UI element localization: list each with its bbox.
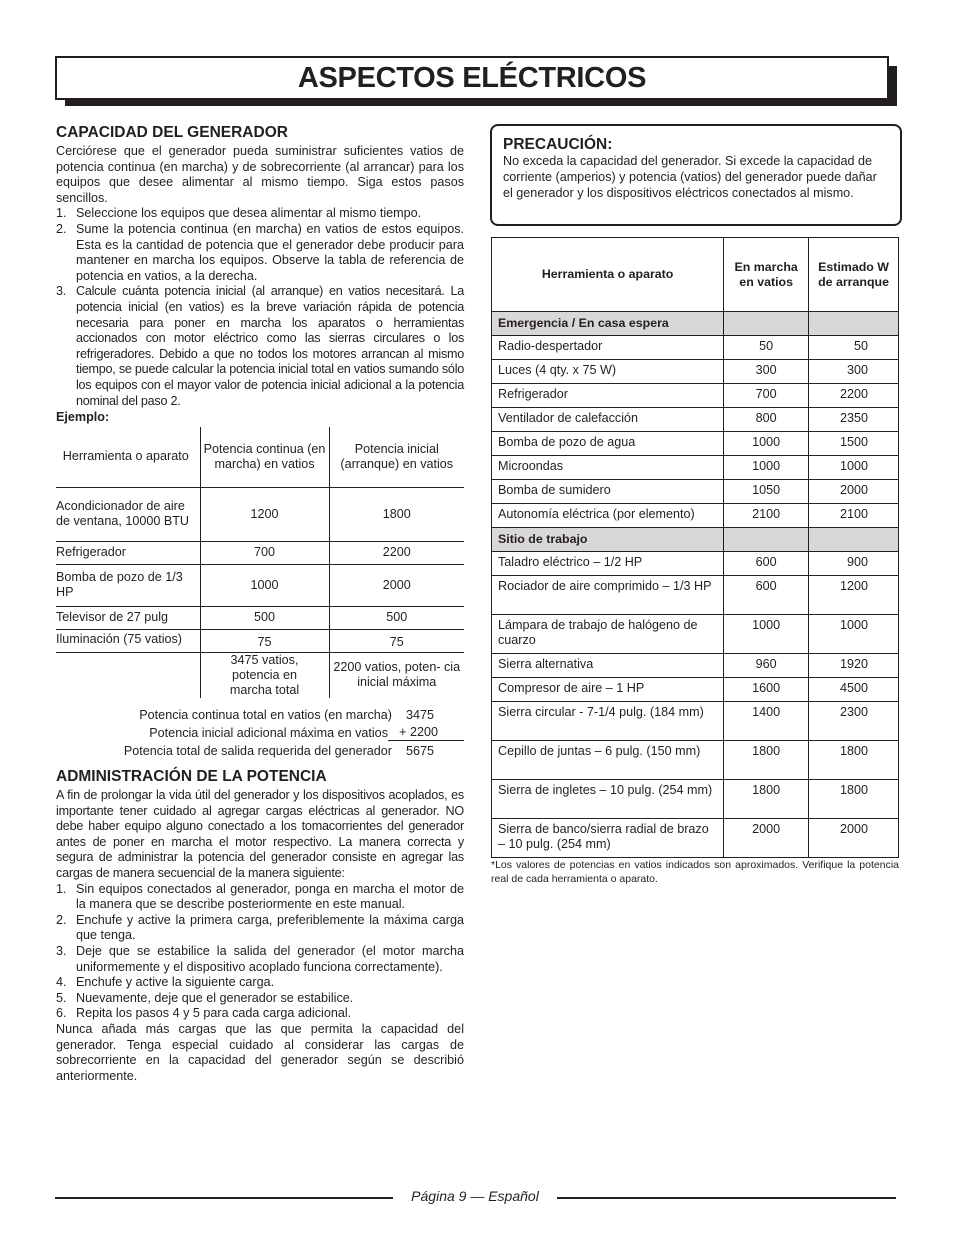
cell-item: Televisor de 27 pulg: [56, 606, 200, 629]
cell-run: 600: [724, 576, 809, 615]
cell-start: 2300: [809, 702, 899, 741]
title-box: [55, 56, 889, 100]
cell-start: 1500: [809, 432, 899, 456]
step-text: Seleccione los equipos que desea alimentar al mismo tiempo.: [76, 206, 422, 221]
cell-start: 2350: [809, 408, 899, 432]
cell-run: 1000: [200, 564, 329, 606]
step-number: 3.: [56, 284, 67, 299]
step-number: 1.: [56, 206, 67, 221]
table-row: [492, 504, 899, 528]
caution-box: [490, 124, 902, 226]
cell-start: 2100: [809, 504, 899, 528]
caution-text: No exceda la capacidad del generador. Si excede la capacidad de corriente (amperios) y potencia (vatios) del generador puede dañar el generador y los dispositivos eléctricos conectados al mismo.: [503, 154, 877, 200]
step-number: 2.: [56, 221, 67, 236]
step-text: Calcule cuánta potencia inicial (al arranque) en vatios necesitará. La potencia inicial (en vatios) es la breve variación rápida de potencia necesaria para poner en marcha los aparatos o herramientas accionados con motor eléctrico como las sierras circulares o los refrigeradores. Debido a que no todos los motores arrancan al mismo tiempo, se puede calcular la potencia inicial total en vatios sumando sólo los equipos con el mayor valor de potencia inicial adicional a la potencia nominal del paso 2.: [76, 284, 464, 408]
cell-run: 50: [724, 336, 809, 360]
table-row: [492, 678, 899, 702]
example-label: Ejemplo:: [56, 410, 110, 425]
table-row: [56, 606, 464, 629]
section-row: [492, 312, 899, 336]
totals-row: [56, 706, 464, 724]
table-header-row: [56, 427, 464, 487]
totals-label: Potencia inicial adicional máxima en vatios: [149, 726, 388, 741]
cell-start: 2000: [329, 564, 464, 606]
step-text: Repita los pasos 4 y 5 para cada carga adicional.: [76, 1006, 352, 1021]
list-item: [56, 991, 464, 1007]
cell-item: Rociador de aire comprimido – 1/3 HP: [492, 576, 724, 615]
table-header-row: [492, 238, 899, 312]
cell-item: Taladro eléctrico – 1/2 HP: [492, 552, 724, 576]
step-text: Deje que se estabilice la salida del generador (el motor marcha uniformemente y el dispositivo acoplado funciona correctamente).: [76, 944, 464, 974]
table-row: [492, 432, 899, 456]
footer-rule-right: [557, 1197, 896, 1199]
cell-run: 75: [200, 629, 329, 652]
step-number: 3.: [56, 944, 67, 959]
example-table: [56, 427, 464, 698]
table-row-total: [56, 652, 464, 698]
cell-item: Refrigerador: [56, 541, 200, 564]
table-row: [492, 408, 899, 432]
cell-start: 50: [809, 336, 899, 360]
cell-start: 1920: [809, 654, 899, 678]
cell-run: 960: [724, 654, 809, 678]
totals-row: [56, 742, 464, 760]
cell-item: Refrigerador: [492, 384, 724, 408]
cell-start: 2000: [809, 819, 899, 858]
footer-rule-left: [55, 1197, 393, 1199]
table-row: [492, 456, 899, 480]
step-text: Nuevamente, deje que el generador se estabilice.: [76, 990, 354, 1005]
table-row: [56, 541, 464, 564]
section-name: Emergencia / En casa espera: [492, 312, 724, 336]
cell-run: 1800: [724, 780, 809, 819]
table-row: [492, 819, 899, 858]
administracion-steps: [56, 882, 464, 1022]
table-row: [492, 615, 899, 654]
capacidad-heading: CAPACIDAD DEL GENERADOR: [56, 124, 288, 141]
caution-heading: PRECAUCIÓN:: [503, 136, 613, 153]
capacidad-steps: [56, 206, 464, 409]
cell-run: 1200: [200, 487, 329, 541]
administracion-closing: Nunca añada más cargas que las que permita la capacidad del generador. Tenga especial cuidado al considerar las cargas de sobrecorriente en la capacidad del generador según se describió anteriormente.: [56, 1022, 464, 1083]
cell-run: 1050: [724, 480, 809, 504]
list-item: [56, 1006, 464, 1022]
cell-item: Acondicionador de aire de ventana, 10000 BTU: [56, 487, 200, 541]
cell-start: 1000: [809, 456, 899, 480]
cell-start: 2200: [329, 541, 464, 564]
step-text: Sin equipos conectados al generador, ponga en marcha el motor de la manera que se describe posteriormente en este manual.: [76, 881, 464, 912]
list-item: [56, 882, 464, 913]
capacidad-intro: Cerciórese que el generador pueda suministrar suficientes vatios de potencia continua (en marcha) y de sobrecorriente (al arrancar) para los equipos que desee alimentar al mismo tiempo. Siga estos pasos sencillos.: [56, 144, 464, 205]
table-row: [492, 360, 899, 384]
cell-total-run: 3475 vatios, potencia en marcha total: [200, 652, 329, 698]
cell-run: 2000: [724, 819, 809, 858]
cell-total-start: 2200 vatios, poten- cia inicial máxima: [329, 652, 464, 698]
step-number: 2.: [56, 912, 67, 927]
cell-empty: [724, 312, 809, 336]
table-row: [492, 384, 899, 408]
cell-run: 500: [200, 606, 329, 629]
cell-run: 1000: [724, 432, 809, 456]
table-row: [492, 480, 899, 504]
header-cell: Herramienta o aparato: [56, 427, 200, 487]
cell-start: 75: [329, 629, 464, 652]
list-item: [56, 944, 464, 975]
cell-item: Ventilador de calefacción: [492, 408, 724, 432]
totals-value: 3475: [405, 708, 434, 723]
totals-value: + 2200: [388, 724, 464, 741]
step-text: Enchufe y active la siguiente carga.: [76, 975, 275, 990]
cell-run: 1400: [724, 702, 809, 741]
step-text: Sume la potencia continua (en marcha) en vatios de estos equipos. Esta es la cantidad de potencia que el generador debe producir para mantener en marcha los equipos. Observe la tabla de referencia de potencia en vatios, a la derecha.: [76, 221, 464, 283]
totals-label: Potencia continua total en vatios (en marcha): [139, 708, 392, 723]
step-text: Enchufe y active la primera carga, preferiblemente la máxima carga que tenga.: [76, 912, 464, 943]
cell-empty: [56, 652, 200, 698]
table-row: [492, 702, 899, 741]
cell-item: Bomba de sumidero: [492, 480, 724, 504]
header-cell: Potencia continua (en marcha) en vatios: [200, 427, 329, 487]
cell-item: Sierra de ingletes – 10 pulg. (254 mm): [492, 780, 724, 819]
cell-start: 1800: [809, 741, 899, 780]
totals-value: 5675: [405, 744, 434, 759]
cell-run: 700: [200, 541, 329, 564]
header-cell: Herramienta o aparato: [492, 238, 724, 312]
power-reference-table: [491, 237, 899, 858]
header-cell: Potencia inicial (arranque) en vatios: [329, 427, 464, 487]
table-row: [492, 336, 899, 360]
table-row: [56, 564, 464, 606]
cell-start: 300: [809, 360, 899, 384]
cell-item: Compresor de aire – 1 HP: [492, 678, 724, 702]
table-row: [492, 780, 899, 819]
cell-start: 4500: [809, 678, 899, 702]
cell-item: Luces (4 qty. x 75 W): [492, 360, 724, 384]
cell-start: 1000: [809, 615, 899, 654]
table-row: [492, 552, 899, 576]
left-column: [56, 124, 464, 1084]
cell-item: Bomba de pozo de 1/3 HP: [56, 564, 200, 606]
page-title: ASPECTOS ELÉCTRICOS: [297, 61, 647, 94]
section-name: Sitio de trabajo: [492, 528, 724, 552]
list-item: [56, 975, 464, 991]
page-footer: Página 9 — Español: [411, 1188, 539, 1204]
step-number: 6.: [56, 1006, 67, 1021]
cell-empty: [724, 528, 809, 552]
cell-item: Cepillo de juntas – 6 pulg. (150 mm): [492, 741, 724, 780]
cell-run: 700: [724, 384, 809, 408]
cell-item: Sierra circular - 7-1/4 pulg. (184 mm): [492, 702, 724, 741]
cell-start: 2200: [809, 384, 899, 408]
cell-item: Sierra alternativa: [492, 654, 724, 678]
administracion-intro: A fin de prolongar la vida útil del generador y los dispositivos acoplados, es importante tener cuidado al agregar cargas eléctricas al generador. NO debe haber equipo alguno conectado a los tomacorrientes del generador antes de poner en marcha el motor respectivo. La manera correcta y segura de administrar la potencia del generador consiste en agregar las cargas de manera secuencial de la manera siguiente:: [56, 788, 464, 881]
cell-run: 2100: [724, 504, 809, 528]
list-item: [56, 284, 464, 409]
cell-item: Sierra de banco/sierra radial de brazo – 10 pulg. (254 mm): [492, 819, 724, 858]
cell-run: 800: [724, 408, 809, 432]
table-row: [56, 629, 464, 652]
header-cell: En marcha en vatios: [724, 238, 809, 312]
cell-start: 2000: [809, 480, 899, 504]
cell-start: 900: [809, 552, 899, 576]
administracion-heading: ADMINISTRACIÓN DE LA POTENCIA: [56, 768, 327, 786]
cell-empty: [809, 528, 899, 552]
title-banner: [55, 56, 897, 106]
cell-run: 1600: [724, 678, 809, 702]
header-cell: Estimado W de arranque: [809, 238, 899, 312]
cell-item: Iluminación (75 vatios): [56, 629, 200, 652]
cell-start: 1200: [809, 576, 899, 615]
cell-item: Lámpara de trabajo de halógeno de cuarzo: [492, 615, 724, 654]
totals-row: [56, 724, 464, 742]
totals-block: [56, 706, 464, 760]
table-row: [492, 741, 899, 780]
cell-item: Microondas: [492, 456, 724, 480]
step-number: 1.: [56, 881, 67, 896]
table-footnote: *Los valores de potencias en vatios indicados son aproximados. Verifique la potencia real de cada herramienta o aparato.: [491, 859, 899, 885]
step-number: 5.: [56, 990, 67, 1005]
cell-start: 1800: [329, 487, 464, 541]
cell-run: 1000: [724, 615, 809, 654]
cell-item: Bomba de pozo de agua: [492, 432, 724, 456]
list-item: [56, 206, 464, 222]
section-row: [492, 528, 899, 552]
cell-item: Autonomía eléctrica (por elemento): [492, 504, 724, 528]
totals-label: Potencia total de salida requerida del generador: [123, 744, 392, 759]
list-item: [56, 222, 464, 284]
cell-item: Radio-despertador: [492, 336, 724, 360]
cell-run: 600: [724, 552, 809, 576]
cell-run: 1800: [724, 741, 809, 780]
step-number: 4.: [56, 975, 67, 990]
table-row: [492, 576, 899, 615]
cell-start: 1800: [809, 780, 899, 819]
table-row: [56, 487, 464, 541]
table-row: [492, 654, 899, 678]
list-item: [56, 913, 464, 944]
cell-run: 300: [724, 360, 809, 384]
cell-run: 1000: [724, 456, 809, 480]
cell-empty: [809, 312, 899, 336]
cell-start: 500: [329, 606, 464, 629]
